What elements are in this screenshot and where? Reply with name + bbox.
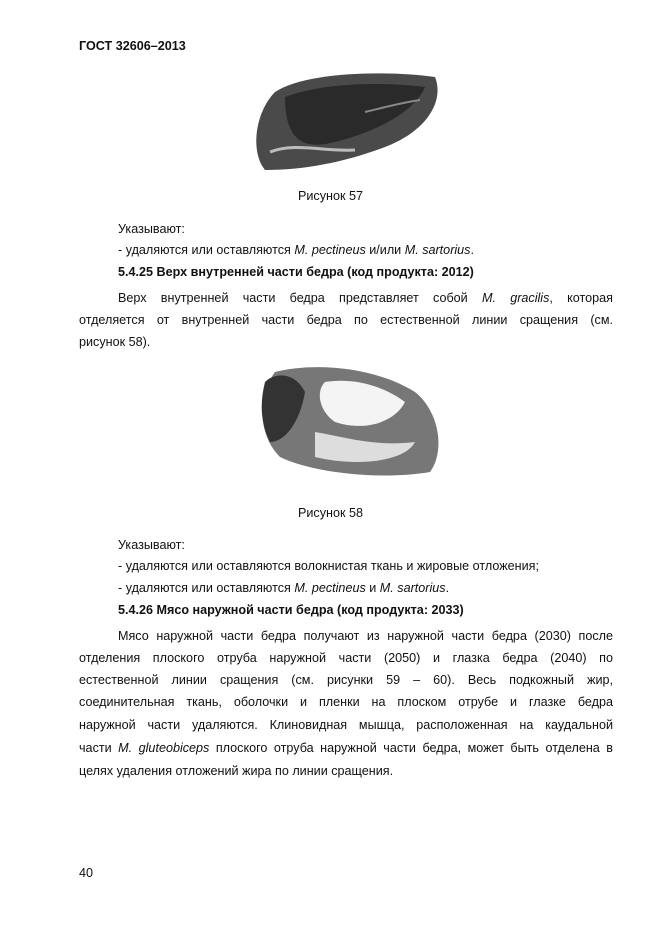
paragraph-line bbox=[118, 290, 613, 306]
paragraph-line bbox=[79, 672, 613, 688]
text-segment: и bbox=[365, 581, 380, 595]
instruction-lead: Указывают: bbox=[118, 538, 185, 552]
paragraph-line bbox=[79, 334, 613, 350]
text-segment: соединительная ткань, оболочки и пленки на плоском отрубе и глазке бедра bbox=[79, 695, 613, 709]
paragraph-line bbox=[118, 628, 613, 644]
latin-term: M. pectineus bbox=[294, 581, 366, 595]
paragraph-line bbox=[79, 650, 613, 666]
text-segment: наружной части удаляются. Клиновидная мышца, расположенная на каудальной bbox=[79, 718, 613, 732]
page-number: 40 bbox=[79, 866, 94, 880]
list-item bbox=[118, 580, 613, 596]
paragraph-line bbox=[79, 763, 613, 779]
section-heading: 5.4.25 Верх внутренней части бедра (код продукта: 2012) bbox=[118, 265, 474, 279]
text-segment: . bbox=[445, 581, 450, 595]
latin-term: M. gluteobiceps bbox=[118, 741, 210, 755]
list-item bbox=[118, 558, 613, 574]
text-segment: естественной линии сращения (см. рисунки 59 – 60). Весь подкожный жир, bbox=[79, 673, 613, 687]
figure-58-caption: Рисунок 58 bbox=[297, 506, 363, 520]
section-heading: 5.4.26 Мясо наружной части бедра (код продукта: 2033) bbox=[118, 603, 464, 617]
latin-term: M. sartorius bbox=[379, 581, 446, 595]
text-segment: отделяется от внутренней части бедра по естественной линии сращения (см. bbox=[79, 313, 613, 327]
text-segment: - удаляются или оставляются bbox=[118, 243, 295, 257]
instruction-lead: Указывают: bbox=[118, 222, 185, 236]
text-segment: Мясо наружной части бедра получают из наружной части бедра (2030) после bbox=[118, 629, 613, 643]
document-header: ГОСТ 32606–2013 bbox=[79, 39, 186, 53]
paragraph-line bbox=[79, 717, 613, 733]
text-segment: . bbox=[470, 243, 474, 257]
latin-term: M. pectineus bbox=[294, 243, 366, 257]
text-segment: - удаляются или оставляются волокнистая ткань и жировые отложения; bbox=[118, 559, 539, 573]
paragraph-line bbox=[79, 312, 613, 328]
text-segment: , которая bbox=[549, 291, 613, 305]
text-segment: и/или bbox=[365, 243, 405, 257]
text-segment: отделения плоского отруба наружной части (2050) и глазка бедра (2040) по bbox=[79, 651, 613, 665]
paragraph-line bbox=[79, 740, 613, 756]
text-segment: части bbox=[79, 741, 119, 755]
text-segment: рисунок 58). bbox=[79, 335, 151, 349]
latin-term: M. sartorius bbox=[404, 243, 471, 257]
latin-term: M. gracilis bbox=[481, 291, 550, 305]
figure-57-image bbox=[245, 72, 445, 174]
list-item bbox=[118, 242, 613, 258]
paragraph-line bbox=[79, 694, 613, 710]
figure-57-caption: Рисунок 57 bbox=[297, 189, 363, 203]
text-segment: - удаляются или оставляются bbox=[118, 581, 295, 595]
figure-58-image bbox=[255, 362, 445, 480]
text-segment: Верх внутренней части бедра представляет собой bbox=[118, 291, 482, 305]
text-segment: плоского отруба наружной части бедра, может быть отделена в bbox=[209, 741, 613, 755]
text-segment: целях удаления отложений жира по линии сращения. bbox=[79, 764, 394, 778]
